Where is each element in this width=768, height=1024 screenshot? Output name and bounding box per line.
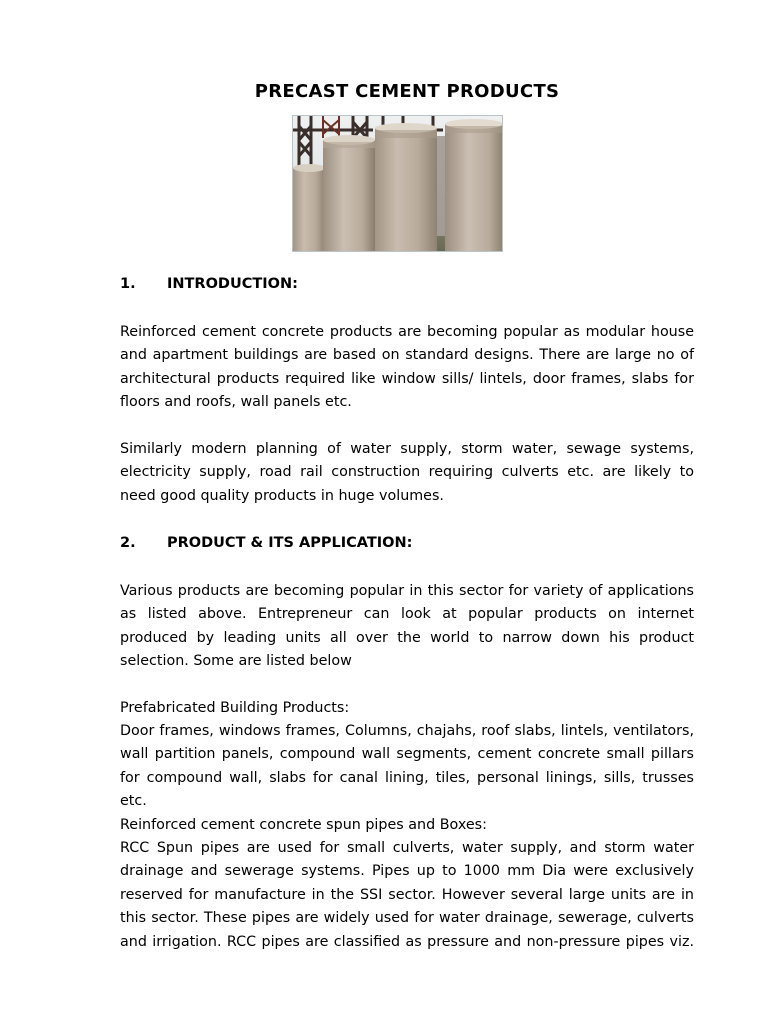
section-title: INTRODUCTION: xyxy=(167,276,298,292)
section-number: 2. xyxy=(120,535,136,551)
paragraph: RCC Spun pipes are used for small culverts, water supply, and storm water drainage and sewerage systems. Pipes up to 1000 mm Dia were exclusively reserved for manufacture in the SSI sector. However several large units are in this sector. These pipes are widely used for water drainage, sewerage, culverts and irrigation. RCC pipes are classified as pressure and non-pressure pipes viz. xyxy=(120,840,694,950)
subheading-prefabricated-building-products: Prefabricated Building Products: xyxy=(120,700,350,716)
paragraph: Various products are becoming popular in this sector for variety of applications as listed above. Entrepreneur can look at popular products on internet produced by leading units all over the world to narrow down his product selection. Some are listed below xyxy=(120,583,694,670)
section-title: PRODUCT & ITS APPLICATION: xyxy=(167,535,413,551)
page-title: PRECAST CEMENT PRODUCTS xyxy=(254,81,560,102)
section-number: 1. xyxy=(120,276,136,292)
paragraph: Similarly modern planning of water supply, storm water, sewage systems, electricity supply, road rail construction requiring culverts etc. are likely to need good quality products in huge volumes. xyxy=(120,441,694,504)
paragraph: Reinforced cement concrete products are becoming popular as modular house and apartment buildings are based on standard designs. There are large no of architectural products required like window sills/ lintels, door frames, slabs for floors and roofs, wall panels etc. xyxy=(120,324,694,411)
section-heading-product-application xyxy=(120,535,412,551)
subheading-spun-pipes-and-boxes: Reinforced cement concrete spun pipes and Boxes: xyxy=(120,817,487,833)
paragraph: Door frames, windows frames, Columns, chajahs, roof slabs, lintels, ventilators, wall partition panels, compound wall segments, cement concrete small pillars for compound wall, slabs for canal lining, tiles, personal linings, sills, trusses etc. xyxy=(120,723,694,810)
section-heading-introduction xyxy=(120,276,298,292)
precast-pipes-photo xyxy=(292,115,503,252)
